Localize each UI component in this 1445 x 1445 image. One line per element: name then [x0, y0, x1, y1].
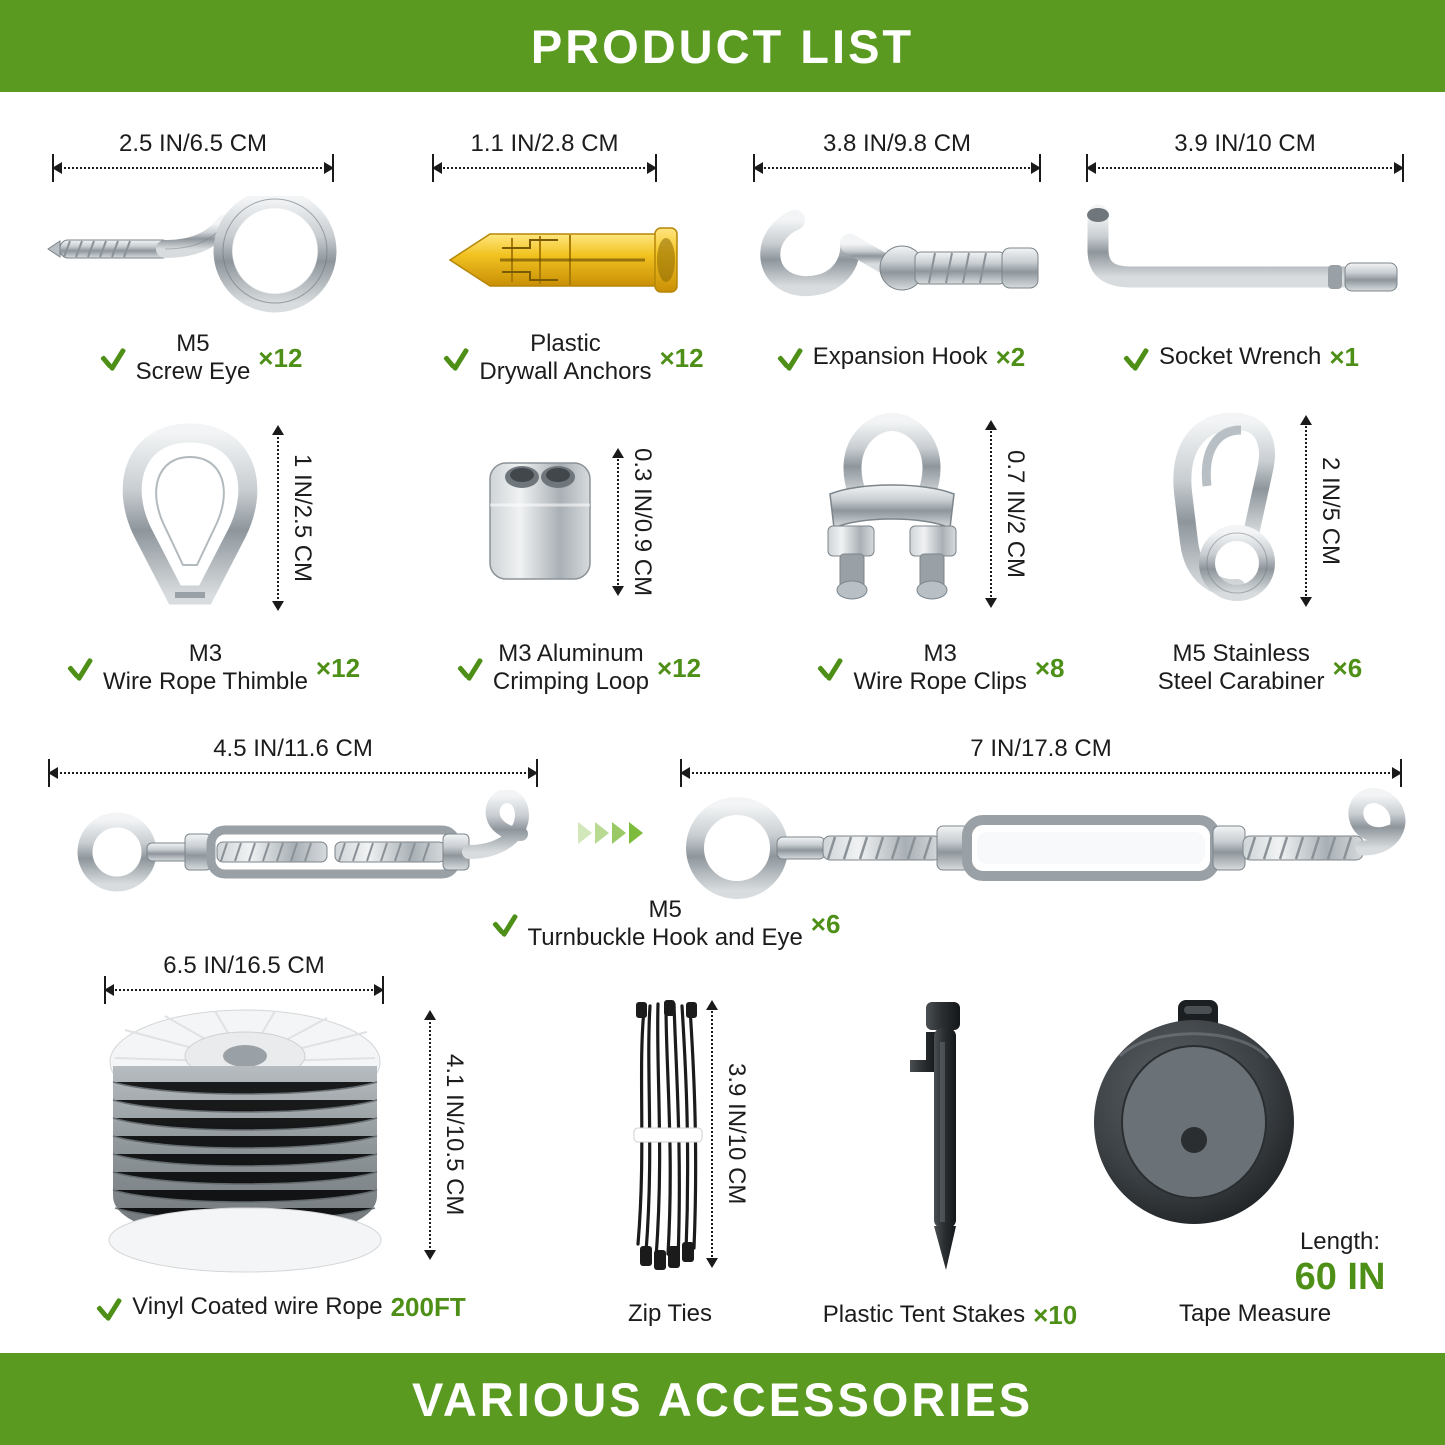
top-banner-text: PRODUCT LIST [530, 19, 915, 73]
caption-m5-stainless-steel-carabiner [1100, 640, 1420, 697]
tape-measure-image [1090, 1000, 1310, 1240]
dimension-text: 0.3 IN/0.9 CM [629, 447, 656, 597]
bottom-banner-text: VARIOUS ACCESSORIES [411, 1372, 1034, 1426]
m5-stainless-steel-carabiner-image [1155, 400, 1305, 620]
caption-m3-wire-rope-thimble [40, 640, 385, 697]
caption-plastic-drywall-anchors [400, 330, 745, 387]
check-icon [98, 345, 128, 371]
check-icon [94, 1295, 124, 1321]
caption-vinyl-coated-wire-rope [40, 1292, 520, 1323]
top-banner [0, 0, 1445, 92]
check-icon [455, 655, 485, 681]
dimension-turnbuckle-large [680, 735, 1402, 779]
dimension-turnbuckle-small [48, 735, 538, 779]
dimension-wire-rope-height [424, 1010, 468, 1260]
item-label: Vinyl Coated wire Rope [132, 1293, 383, 1321]
item-label: M5 Screw Eye [135, 330, 251, 386]
dimension-expansion-hook [753, 130, 1041, 174]
item-count: 200FT [390, 1292, 466, 1322]
item-count: ×12 [659, 342, 704, 373]
item-count: ×8 [1034, 652, 1065, 683]
dimension-text: 3.8 IN/9.8 CM [822, 130, 972, 157]
item-label: Plastic Drywall Anchors [479, 330, 652, 386]
length-value: 60 IN [1294, 1256, 1386, 1299]
dimension-m3-wire-rope-clips [985, 420, 1029, 608]
check-icon [441, 345, 471, 371]
length-label: Length: [1299, 1228, 1381, 1255]
caption-m3-aluminum-crimping-loop [408, 640, 748, 697]
m3-wire-rope-clips-image [800, 408, 985, 618]
caption-plastic-tent-stakes [790, 1300, 1110, 1331]
dimension-zip-ties [706, 1000, 750, 1268]
item-label: M3 Wire Rope Thimble [102, 640, 308, 696]
caption-socket-wrench [1075, 342, 1405, 373]
dimension-text: 2.5 IN/6.5 CM [118, 130, 268, 157]
plastic-drywall-anchor-image [420, 210, 720, 310]
dimension-plastic-drywall-anchors [432, 130, 657, 174]
bottom-banner [0, 1353, 1445, 1445]
turnbuckle-small-image [35, 790, 555, 910]
item-label: Expansion Hook [812, 343, 988, 371]
item-count: ×12 [656, 652, 702, 683]
arrow-chevrons-icon [578, 818, 648, 848]
dimension-text: 3.9 IN/10 CM [1174, 130, 1316, 157]
check-icon [775, 345, 805, 371]
dimension-text: 4.5 IN/11.6 CM [213, 735, 373, 762]
vinyl-coated-wire-rope-image [95, 1000, 395, 1275]
dimension-text: 6.5 IN/16.5 CM [163, 952, 325, 979]
caption-m3-wire-rope-clips [780, 640, 1100, 697]
tape-measure-length-block [1255, 1228, 1425, 1299]
item-label: Zip Ties [627, 1300, 713, 1327]
turnbuckle-large-image [665, 780, 1410, 910]
m3-aluminum-crimping-loop-image [470, 445, 610, 595]
item-count: ×10 [1033, 1300, 1078, 1330]
item-label: M3 Wire Rope Clips [853, 640, 1027, 696]
dimension-m5-screw-eye [52, 130, 334, 174]
dimension-m3-aluminum-crimping-loop [612, 448, 656, 596]
caption-tape-measure [1110, 1300, 1400, 1328]
caption-zip-ties [575, 1300, 765, 1328]
dimension-socket-wrench [1086, 130, 1404, 174]
caption-expansion-hook [740, 342, 1060, 373]
item-count: ×12 [258, 342, 303, 373]
caption-turnbuckle [400, 896, 930, 953]
plastic-tent-stakes-image [890, 998, 1000, 1280]
dimension-m5-stainless-steel-carabiner [1300, 415, 1344, 607]
dimension-wire-rope-width [104, 952, 384, 996]
dimension-text: 3.9 IN/10 CM [723, 1063, 750, 1205]
dimension-text: 1 IN/2.5 CM [289, 453, 316, 583]
item-label: Plastic Tent Stakes [822, 1301, 1026, 1329]
item-count: ×12 [315, 652, 361, 683]
dimension-m3-wire-rope-thimble [272, 425, 316, 611]
item-count: ×1 [1329, 342, 1359, 372]
caption-m5-screw-eye [40, 330, 360, 387]
expansion-hook-image [740, 190, 1050, 315]
item-label: Socket Wrench [1159, 343, 1322, 371]
item-count: ×2 [995, 342, 1026, 372]
item-label: M3 Aluminum Crimping Loop [492, 640, 649, 696]
check-icon [815, 655, 845, 681]
m5-screw-eye-image [40, 196, 350, 316]
item-count: ×6 [1332, 652, 1363, 683]
check-icon [1121, 345, 1151, 371]
dimension-text: 1.1 IN/2.8 CM [470, 130, 619, 157]
item-label: M5 Turnbuckle Hook and Eye [527, 896, 803, 952]
item-label: Tape Measure [1178, 1300, 1332, 1327]
dimension-text: 2 IN/5 CM [1317, 456, 1344, 566]
dimension-text: 0.7 IN/2 CM [1002, 449, 1029, 579]
socket-wrench-image [1070, 195, 1410, 305]
item-count: ×6 [810, 908, 841, 939]
check-icon [65, 655, 95, 681]
check-icon [490, 911, 520, 937]
item-label: M5 Stainless Steel Carabiner [1157, 640, 1325, 696]
m3-wire-rope-thimble-image [105, 415, 275, 615]
dimension-text: 7 IN/17.8 CM [970, 735, 1112, 762]
dimension-text: 4.1 IN/10.5 CM [441, 1054, 468, 1216]
